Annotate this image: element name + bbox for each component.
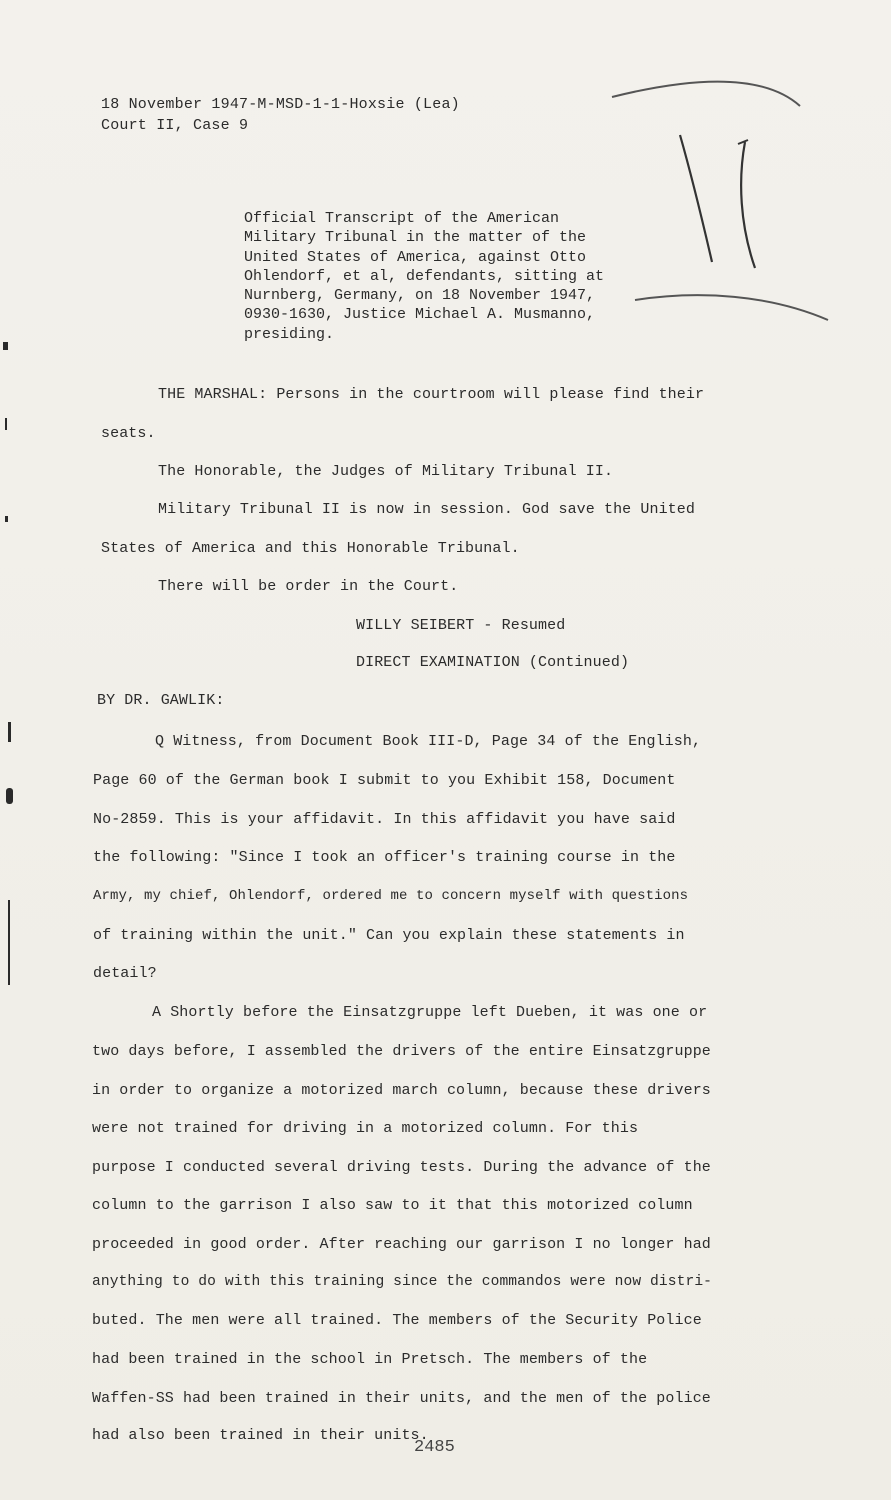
pencil-stroke-top	[612, 82, 800, 106]
caption-line: Ohlendorf, et al, defendants, sitting at	[244, 267, 605, 285]
margin-mark	[3, 342, 8, 350]
transcript-line: were not trained for driving in a motorized column. For this	[92, 1120, 639, 1137]
header-line-2: Court II, Case 9	[101, 117, 249, 134]
transcript-line: THE MARSHAL: Persons in the courtroom will please find their	[158, 386, 705, 403]
roman-numeral-stroke-1	[680, 135, 712, 262]
transcript-line: The Honorable, the Judges of Military Tribunal II.	[158, 463, 614, 480]
examiner-heading: BY DR. GAWLIK:	[97, 692, 225, 709]
transcript-line: detail?	[93, 965, 157, 982]
transcript-line: seats.	[101, 425, 156, 442]
witness-heading: WILLY SEIBERT - Resumed	[356, 617, 566, 634]
margin-mark	[5, 516, 8, 522]
transcript-line: Army, my chief, Ohlendorf, ordered me to concern myself with questions	[93, 888, 689, 904]
roman-numeral-stroke-2	[741, 142, 755, 268]
transcript-line: Military Tribunal II is now in session. God save the United	[158, 501, 695, 518]
transcript-line: buted. The men were all trained. The members of the Security Police	[92, 1312, 702, 1329]
transcript-line: No-2859. This is your affidavit. In this affidavit you have said	[93, 811, 676, 828]
transcript-line: purpose I conducted several driving tests. During the advance of the	[92, 1159, 711, 1176]
transcript-line: the following: "Since I took an officer's training course in the	[93, 849, 676, 866]
transcript-line: States of America and this Honorable Tribunal.	[101, 540, 520, 557]
pencil-stroke-bottom	[635, 295, 828, 320]
transcript-line: had been trained in the school in Pretsch. The members of the	[92, 1351, 648, 1368]
roman-numeral-stroke-3	[738, 140, 748, 144]
margin-mark	[8, 900, 10, 985]
transcript-line: had also been trained in their units.	[92, 1427, 429, 1444]
transcript-line: in order to organize a motorized march column, because these drivers	[92, 1082, 711, 1099]
transcript-line: Page 60 of the German book I submit to you Exhibit 158, Document	[93, 772, 676, 789]
transcript-line: Waffen-SS had been trained in their units, and the men of the police	[92, 1390, 711, 1407]
transcript-line: proceeded in good order. After reaching our garrison I no longer had	[92, 1236, 711, 1253]
caption-line: United States of America, against Otto	[244, 248, 587, 266]
caption-line: presiding.	[244, 325, 335, 343]
caption-line: Nurnberg, Germany, on 18 November 1947,	[244, 287, 596, 305]
transcript-line: A Shortly before the Einsatzgruppe left Dueben, it was one or	[152, 1004, 708, 1021]
transcript-line: two days before, I assembled the drivers of the entire Einsatzgruppe	[92, 1043, 711, 1060]
caption-line: 0930-1630, Justice Michael A. Musmanno,	[244, 306, 596, 324]
transcript-line: anything to do with this training since the commandos were now distri-	[92, 1274, 713, 1290]
margin-mark	[5, 418, 7, 430]
examination-heading: DIRECT EXAMINATION (Continued)	[356, 654, 630, 671]
margin-mark	[6, 788, 13, 804]
margin-mark	[8, 722, 11, 742]
page-number: 2485	[414, 1438, 455, 1457]
transcript-line: There will be order in the Court.	[158, 578, 459, 595]
header-line-1: 18 November 1947-M-MSD-1-1-Hoxsie (Lea)	[101, 96, 460, 113]
caption-line: Official Transcript of the American	[244, 210, 560, 227]
transcript-line: of training within the unit." Can you explain these statements in	[93, 927, 685, 944]
transcript-caption	[244, 209, 644, 344]
caption-line: Military Tribunal in the matter of the	[244, 229, 587, 247]
transcript-line: column to the garrison I also saw to it that this motorized column	[92, 1197, 693, 1214]
transcript-line: Q Witness, from Document Book III-D, Page 34 of the English,	[155, 733, 702, 750]
